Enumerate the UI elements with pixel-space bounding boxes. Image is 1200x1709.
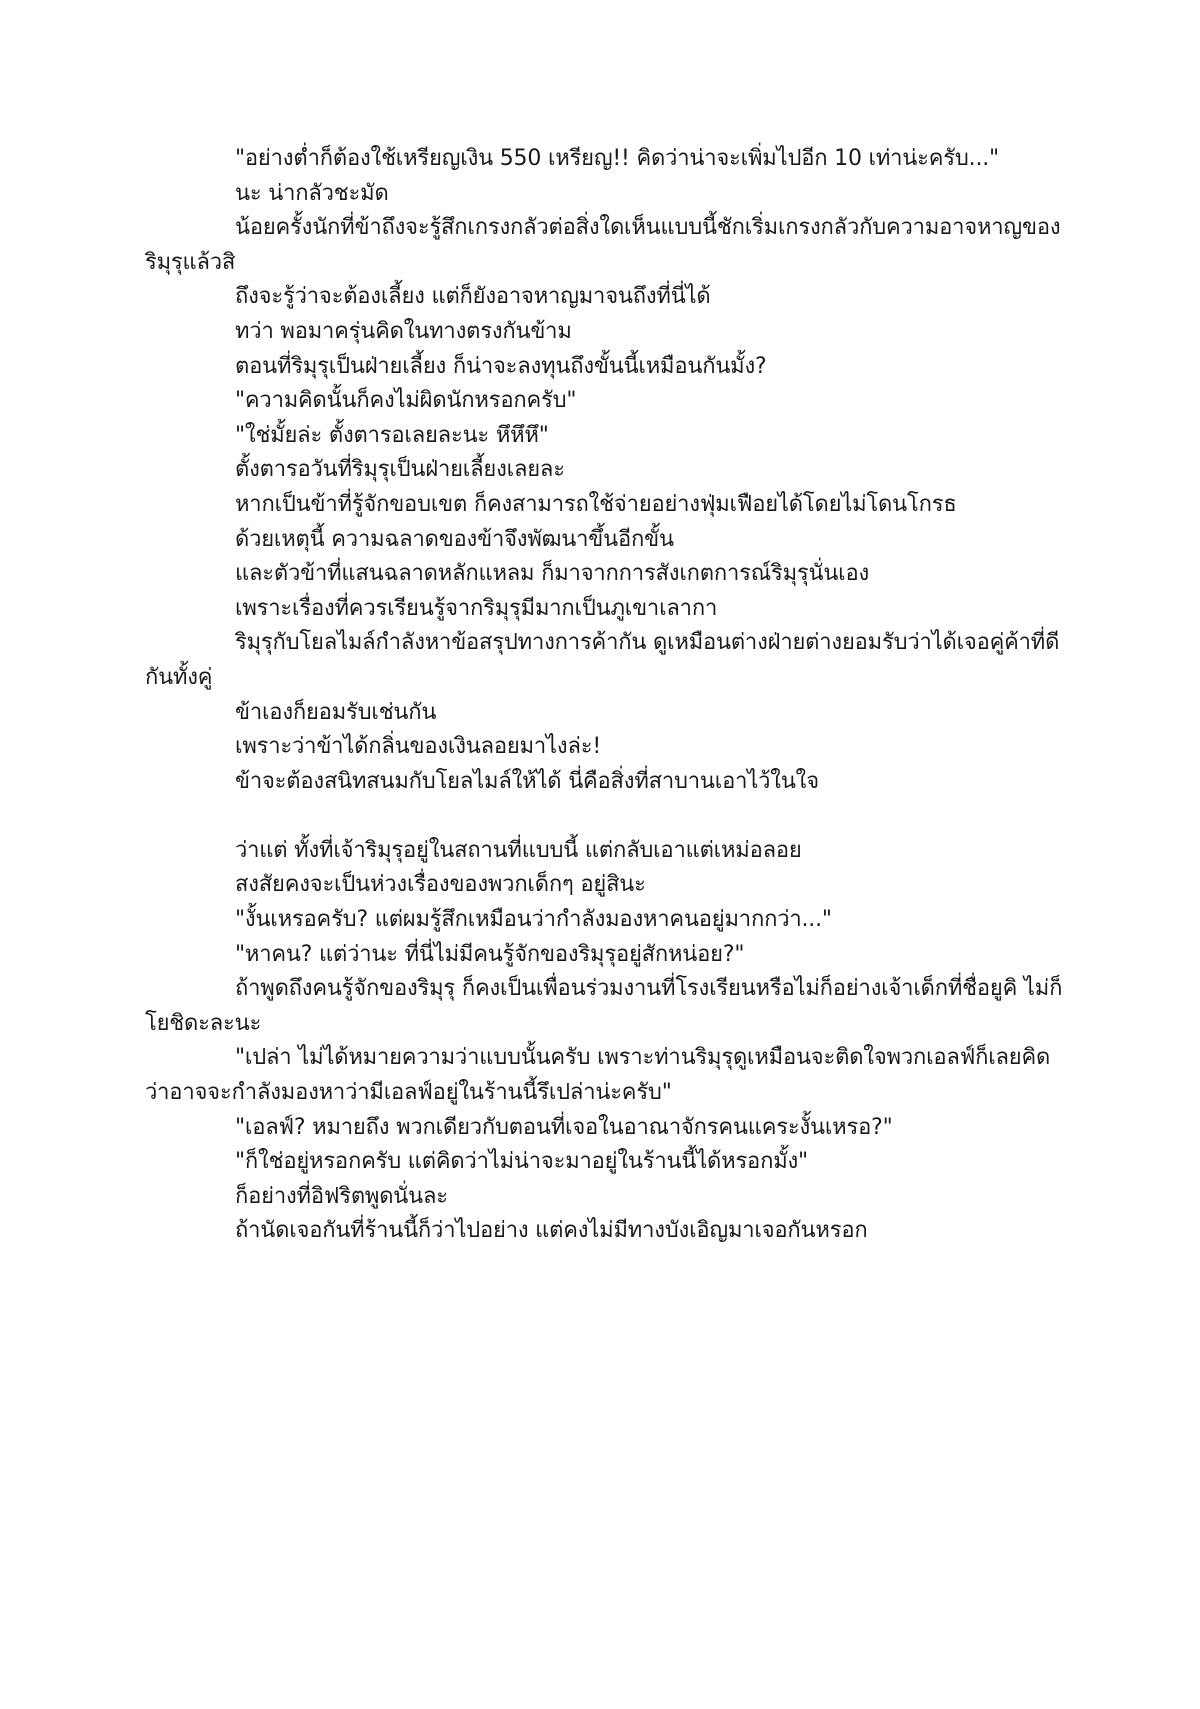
paragraph: ว่าแต่ ทั้งที่เจ้าริมุรุอยู่ในสถานที่แบบนี้ แต่กลับเอาแต่เหม่อลอย bbox=[235, 837, 802, 863]
paragraph: ข้าเองก็ยอมรับเช่นกัน bbox=[235, 699, 437, 725]
paragraph: ตอนที่ริมุรุเป็นฝ่ายเลี้ยง ก็น่าจะลงทุนถึงขั้นนี้เหมือนกันมั้ง? bbox=[235, 353, 767, 379]
paragraph: ถ้านัดเจอกันที่ร้านนี้ก็ว่าไปอย่าง แต่คงไม่มีทางบังเอิญมาเจอกันหรอก bbox=[235, 1218, 868, 1244]
paragraph: และตัวข้าที่แสนฉลาดหลักแหลม ก็มาจากการสังเกตการณ์ริมุรุนั่นเอง bbox=[235, 561, 870, 587]
paragraph: ถ้าพูดถึงคนรู้จักของริมุรุ ก็คงเป็นเพื่อนร่วมงานที่โรงเรียนหรือไม่ก็อย่างเจ้าเด็กที่ชื่อยูคิ ไม่ก็โยชิดะละนะ bbox=[145, 976, 1063, 1036]
paragraph: "ก็ใช่อยู่หรอกครับ แต่คิดว่าไม่น่าจะมาอยู่ในร้านนี้ได้หรอกมั้ง" bbox=[235, 1149, 808, 1175]
paragraph: "เปล่า ไม่ได้หมายความว่าแบบนั้นครับ เพราะท่านริมุรุดูเหมือนจะติดใจพวกเอลฟ์ก็เลยคิดว่าอาจจะกำลังมองหาว่ามีเอลฟ์อยู่ในร้านนี้รึเปล่าน่ะครับ" bbox=[145, 1045, 1051, 1106]
paragraph-blank bbox=[145, 799, 1065, 834]
paragraph: สงสัยคงจะเป็นห่วงเรื่องของพวกเด็กๆ อยู่สินะ bbox=[235, 872, 646, 898]
paragraph: ด้วยเหตุนี้ ความฉลาดของข้าจึงพัฒนาขึ้นอีกขั้น bbox=[235, 526, 674, 552]
paragraph: ทว่า พอมาครุ่นคิดในทางตรงกันข้าม bbox=[235, 318, 572, 344]
paragraph: หากเป็นข้าที่รู้จักขอบเขต ก็คงสามารถใช้จ่ายอย่างฟุ่มเฟือยได้โดยไม่โดนโกรธ bbox=[235, 491, 957, 517]
paragraph: เพราะว่าข้าได้กลิ่นของเงินลอยมาไงล่ะ! bbox=[235, 734, 601, 760]
document-body bbox=[145, 142, 1065, 1249]
paragraph: "หาคน? แต่ว่านะ ที่นี่ไม่มีคนรู้จักของริมุรุอยู่สักหน่อย?" bbox=[235, 941, 745, 967]
paragraph: ตั้งตารอวันที่ริมุรุเป็นฝ่ายเลี้ยงเลยละ bbox=[235, 457, 565, 483]
paragraph: "ใช่มั้ยล่ะ ตั้งตารอเลยละนะ หึหึหึ" bbox=[235, 422, 549, 448]
paragraph: "เอลฟ์? หมายถึง พวกเดียวกับตอนที่เจอในอาณาจักรคนแคระงั้นเหรอ?" bbox=[235, 1114, 893, 1140]
paragraph: ข้าจะต้องสนิทสนมกับโยลไมล์ให้ได้ นี่คือสิ่งที่สาบานเอาไว้ในใจ bbox=[235, 768, 819, 794]
paragraph: "งั้นเหรอครับ? แต่ผมรู้สึกเหมือนว่ากำลังมองหาคนอยู่มากกว่า..." bbox=[235, 907, 832, 933]
paragraph: น้อยครั้งนักที่ข้าถึงจะรู้สึกเกรงกลัวต่อสิ่งใดเห็นแบบนี้ชักเริ่มเกรงกลัวกับความอาจหาญของริมุรุแล้วสิ bbox=[145, 215, 1061, 275]
paragraph: "อย่างต่ำก็ต้องใช้เหรียญเงิน 550 เหรียญ!! คิดว่าน่าจะเพิ่มไปอีก 10 เท่าน่ะครับ..." bbox=[235, 146, 999, 171]
paragraph: "ความคิดนั้นก็คงไม่ผิดนักหรอกครับ" bbox=[235, 388, 577, 414]
paragraph: ถึงจะรู้ว่าจะต้องเลี้ยง แต่ก็ยังอาจหาญมาจนถึงที่นี่ได้ bbox=[235, 284, 711, 310]
paragraph: เพราะเรื่องที่ควรเรียนรู้จากริมุรุมีมากเป็นภูเขาเลากา bbox=[235, 595, 718, 621]
paragraph: ริมุรุกับโยลไมล์กำลังหาข้อสรุปทางการค้ากัน ดูเหมือนต่างฝ่ายต่างยอมรับว่าได้เจอคู่ค้าที่ดีกันทั้งคู่ bbox=[145, 630, 1060, 690]
paragraph: นะ น่ากลัวชะมัด bbox=[235, 180, 389, 206]
paragraph: ก็อย่างที่อิฟริตพูดนั่นละ bbox=[235, 1183, 448, 1209]
